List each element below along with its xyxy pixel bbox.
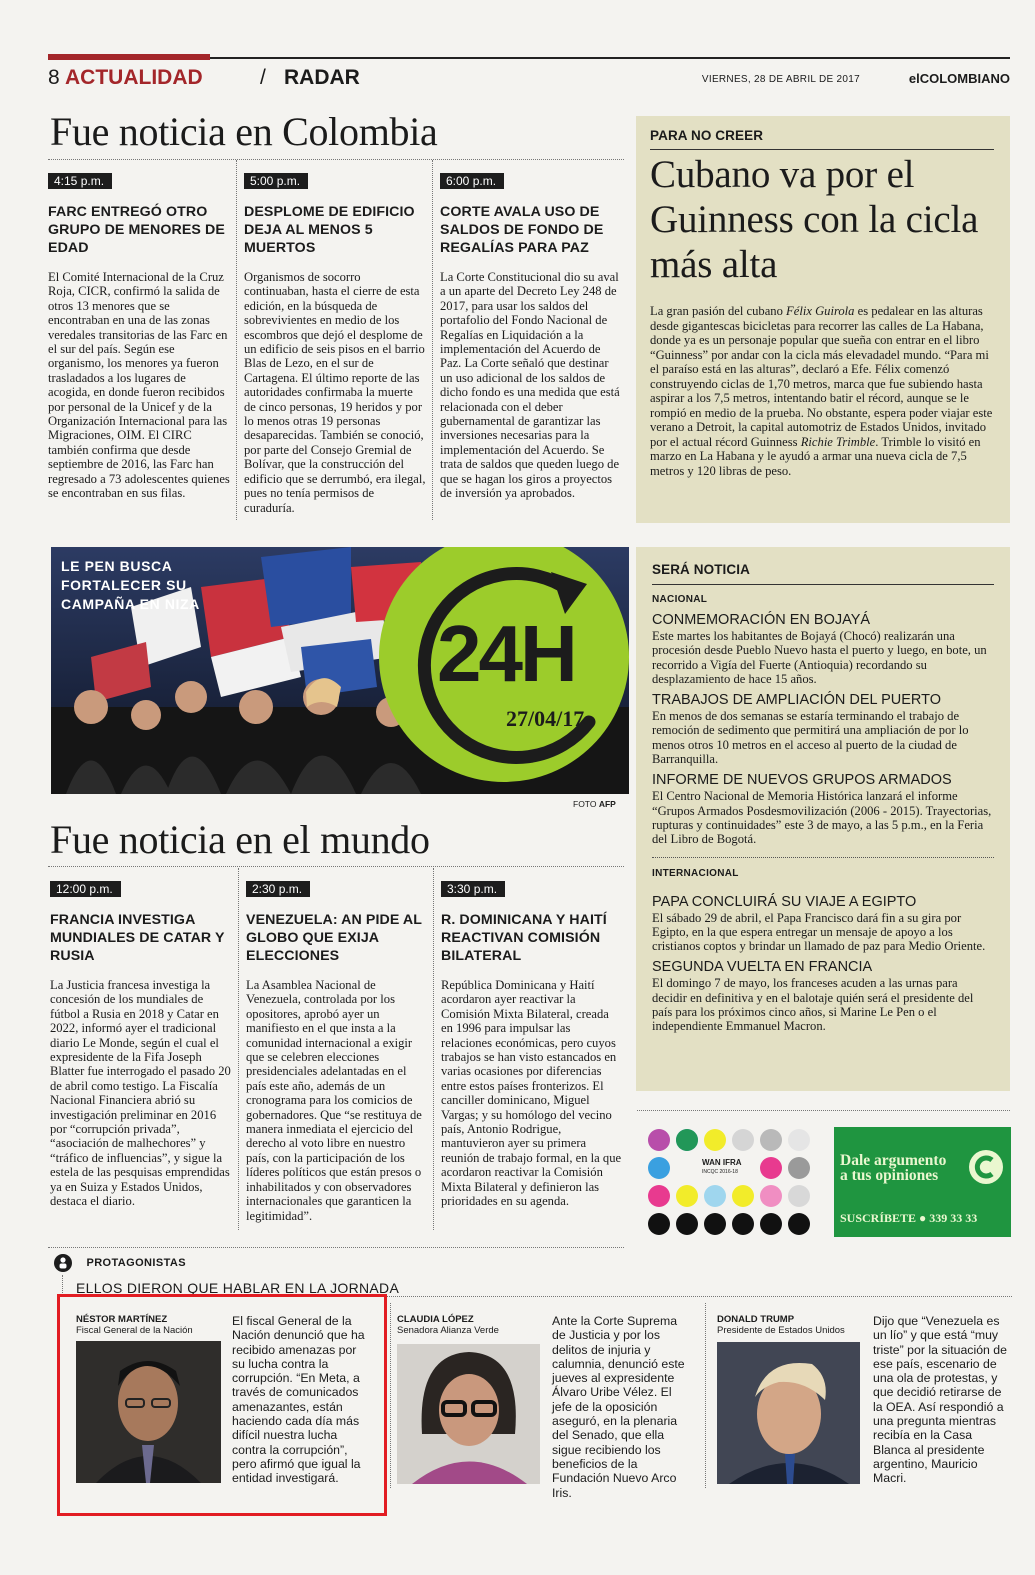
- box-rule: [650, 149, 994, 150]
- section-separator: /: [260, 66, 266, 89]
- 24h-badge: [379, 547, 629, 782]
- protagonist-quote: El fiscal General de la Nación denunció que ha recibido amenazas por su lucha contra la corrupción. “En Meta, a través de comunicados amenazantes, están haciendo cada día más difícil nuestra lucha contra la corrupción”, pero afirmó que igual la entidad investigará.: [232, 1314, 365, 1486]
- section-name: ACTUALIDAD: [65, 66, 203, 89]
- protagonist-name: DONALD TRUMP: [717, 1314, 795, 1325]
- article-headline: FRANCIA INVESTIGA MUNDIALES DE CATAR Y RUSIA: [50, 912, 225, 964]
- protagonist-role: Senadora Alianza Verde: [397, 1325, 499, 1336]
- column-separator: [236, 160, 237, 520]
- box-tag: PARA NO CREER: [650, 128, 764, 143]
- internacional-label: INTERNACIONAL: [652, 867, 739, 879]
- protagonist-quote: Dijo que “Venezuela es un lío” y que está “muy triste” por la situación de ese país, escenario de una ola de protestas, y que decidió retirarse de la OEA. Así respondió a una pregunta mientras recibía en la Casa Blanca al presidente argentino, Mauricio Macri.: [873, 1314, 1007, 1486]
- colombia-title: Fue noticia en Colombia: [50, 109, 438, 154]
- box-tag: SERÁ NOTICIA: [652, 562, 750, 577]
- page-number: 8: [48, 66, 60, 89]
- article-headline: R. DOMINICANA Y HAITÍ REACTIVAN COMISIÓN BILATERAL: [441, 912, 607, 964]
- newspaper-name: elCOLOMBIANO: [908, 71, 1010, 86]
- column-separator: [433, 868, 434, 1230]
- protagonist-claudia-lopez: [397, 1314, 697, 1514]
- edition-date: VIERNES, 28 DE ABRIL DE 2017: [701, 74, 860, 85]
- column-separator: [390, 1303, 391, 1488]
- mundo-rule: [48, 866, 624, 867]
- mundo-title: Fue noticia en el mundo: [50, 817, 430, 862]
- box-body: La gran pasión del cubano Félix Guirola es pedalear en las alturas desde gigantescas bicicletas para recorrer las calles de La Habana, donde ya es un personaje popular que sueña con entrar en el libro “Guinness” por andar con la cicla más elevadadel mundo. “Para mi el paraíso está en las alturas”, declaró a Efe. Félix comenzó construyendo ciclas de 1,70 metros, marca que fue subiendo hasta aspirar a los 7,5 metros, intentando batir el récord, aunque se le rompió en medio de la prueba. No obstante, espera poder viajar este verano a Detroit, la capital automotriz de Estados Unidos, invitado por el actual récord Guinness Richie Trimble. Trimble lo visitó en marzo en La Habana y le ayudó a armar una nueva cicla de 7,5 metros y 120 libras de peso.: [650, 304, 993, 478]
- colombia-article-1: [48, 172, 231, 501]
- event-heading: PAPA CONCLUIRÁ SU VIAJE A EGIPTO: [652, 893, 917, 910]
- portrait-illustration: [717, 1342, 860, 1484]
- protagonistas-subtitle: ELLOS DIERON QUE HABLAR EN LA JORNADA: [76, 1280, 400, 1296]
- color-registration-icon: [646, 1127, 826, 1237]
- box-rule: [652, 584, 994, 585]
- column-separator: [432, 160, 433, 520]
- page-header: [48, 66, 1010, 92]
- protagonistas-label: PROTAGONISTAS: [86, 1257, 186, 1269]
- article-time: 4:15 p.m.: [48, 173, 112, 189]
- article-time: 6:00 p.m.: [440, 173, 504, 189]
- protagonistas-rule: [48, 1247, 624, 1248]
- event-body: Este martes los habitantes de Bojayá (Chocó) realizarán una procesión desde Pueblo Nuevo hasta el puerto y luego, en bote, un recorrido a Vigía del Fuerte (Antioquia) recordando su desplazamiento de hace 15 años.: [652, 629, 987, 686]
- protagonist-role: Presidente de Estados Unidos: [717, 1325, 845, 1336]
- print-rule: [637, 1110, 1010, 1111]
- article-body: La Asamblea Nacional de Venezuela, controlada por los opositores, aprobó ayer un manifiesto en el que insta a la comunidad internacional a exigir que se celebren elecciones presidenciales adelantadas en el país este año, además de un cronograma para los comicios de gobernadores. Que “se restituya de manera inmediata el ejercicio del derecho al voto libre en nuestro país, con la participación de los líderes políticos que están presos o inhabilitados y con observadores internacionales que garanticen la legitimidad”.: [246, 978, 422, 1223]
- event-body: El domingo 7 de mayo, los franceses acuden a las urnas para decidir en definitiva y en el balotaje quién será el presidente del país para los próximos cinco años, si Marine Le Pen o el independiente Emmanuel Macron.: [652, 976, 974, 1034]
- protagonist-role: Fiscal General de la Nación: [76, 1325, 193, 1336]
- column-separator: [705, 1303, 706, 1488]
- article-body: La Corte Constitucional dio su aval a un aparte del Decreto Ley 248 de 2017, para usar los saldos del portafolio del Fondo Nacional de Regalías en Liquidación a la implementación del Acuerdo de Paz. La Corte señaló que destinar un uso adicional de los saldos de dicho fondo es una medida que está relacionada con el deber gubernamental de garantizar las inversiones necesarias para la implementación del Acuerdo. Se trata de saldos que queden luego de que se hagan los giros a proyectos de inversión ya aprobados.: [440, 270, 620, 501]
- mundo-article-2: [246, 880, 428, 1223]
- sera-noticia-box: [636, 547, 1010, 1091]
- event-heading: CONMEMORACIÓN EN BOJAYÁ: [652, 612, 871, 628]
- article-time: 2:30 p.m.: [246, 881, 310, 897]
- article-time: 12:00 p.m.: [50, 881, 121, 897]
- subscribe-cta[interactable]: SUSCRÍBETE ● 339 33 33: [840, 1211, 978, 1225]
- print-color-marks: [646, 1127, 826, 1237]
- column-separator: [238, 868, 239, 1230]
- photo-le-pen: [51, 547, 629, 794]
- colombia-rule: [48, 159, 624, 160]
- portrait-illustration: [397, 1344, 540, 1484]
- elcolombiano-logo-icon: [968, 1149, 1004, 1185]
- page-top-rule: [48, 57, 1010, 59]
- colombia-article-3: [440, 172, 622, 501]
- incqc-label: INCQC 2016-18: [702, 1169, 738, 1175]
- event-heading: SEGUNDA VUELTA EN FRANCIA: [652, 959, 873, 976]
- nacional-label: NACIONAL: [652, 594, 708, 605]
- para-no-creer-box: [636, 116, 1010, 523]
- article-headline: FARC ENTREGÓ OTRO GRUPO DE MENORES DE EDAD: [48, 204, 225, 256]
- article-headline: DESPLOME DE EDIFICIO DEJA AL MENOS 5 MUERTOS: [244, 204, 415, 256]
- highlight-box: [57, 1294, 387, 1516]
- protagonist-photo: [717, 1342, 860, 1484]
- article-headline: CORTE AVALA USO DE SALDOS DE FONDO DE REGALÍAS PARA PAZ: [440, 204, 604, 256]
- article-body: Organismos de socorro continuaban, hasta el cierre de esta edición, en la búsqueda de sobrevivientes en medio de los escombros que dejó el desplome de un edificio de seis pisos en el barrio Blas de Lezo, en el sur de Cartagena. El último reporte de las autoridades confirmaba la muerte de cinco personas, 19 heridos y por lo menos otras 19 personas desaparecidas. También se conoció, por parte del Consejo Gremial de Bolívar, que la construcción del edificio que se derrumbó, era ilegal, pues no tenía permisos de curaduría.: [244, 270, 426, 515]
- protagonist-quote: Ante la Corte Suprema de Justicia y por los delitos de injuria y calumnia, denunció este jueves al expresidente Álvaro Uribe Vélez. El jefe de la oposición aseguró, en la plenaria del Senado, que ella sigue recibiendo los beneficios de la Fundación Nuevo Arco Iris.: [552, 1314, 685, 1500]
- article-time: 3:30 p.m.: [441, 881, 505, 897]
- photo-credit: FOTO AFP: [573, 799, 616, 809]
- colombia-article-2: [244, 172, 426, 515]
- subscribe-tagline: Dale argumento a tus opiniones: [840, 1152, 947, 1184]
- protagonist-photo: [397, 1344, 540, 1484]
- event-heading: TRABAJOS DE AMPLIACIÓN DEL PUERTO: [652, 692, 942, 709]
- event-body: En menos de dos semanas se estaría terminando el trabajo de remoción de sedimento que permitirá una ampliación de por lo menos otros 10 metros en el acceso al puerto de la ciudad de Barranquilla.: [652, 709, 969, 767]
- protagonistas-side-rule: [62, 1275, 63, 1295]
- event-body: El Centro Nacional de Memoria Histórica lanzará el informe “Grupos Armados Posdesmovilización (2006 - 2015). Trayectorias, rupturas y continuidades” este 3 de mayo, a las 5 p.m., en la Feria del Libro de Bogotá.: [652, 789, 992, 847]
- box-title: Cubano va por el Guinness con la cicla más alta: [650, 153, 979, 286]
- article-headline: VENEZUELA: AN PIDE AL GLOBO QUE EXIJA ELECCIONES: [246, 912, 422, 964]
- protagonistas-header: [54, 1254, 186, 1272]
- badge-date: 27/04/17: [506, 706, 585, 731]
- subsection-name: RADAR: [284, 66, 360, 89]
- protagonist-name: CLAUDIA LÓPEZ: [397, 1314, 474, 1325]
- subscribe-banner[interactable]: [834, 1127, 1011, 1237]
- article-body: República Dominicana y Haití acordaron ayer reactivar la Comisión Mixta Bilateral, creada en 1996 para impulsar las relaciones económicas, pero cuyos trabajos se han visto estancados en varias ocasiones por diferencias entre estos países fronterizos. El canciller dominicano, Miguel Vargas; y su homólogo del vecino país, Antonio Rodrigue, mantuvieron ayer su primera reunión de trabajo formal, en la que acordaron reactivar la Comisión Mixta Bilateral y definieron las prioridades en su agenda.: [441, 978, 622, 1209]
- event-body: El sábado 29 de abril, el Papa Francisco dará fin a su gira por Egipto, en la que espera entregar un mensaje de apoyo a los cristianos coptos y brindar un llamado de paz para Medio Oriente.: [652, 910, 986, 954]
- mundo-article-1: [50, 880, 233, 1209]
- protagonist-donald-trump: [717, 1314, 1017, 1514]
- photo-caption: LE PEN BUSCA FORTALECER SU CAMPAÑA EN NIZA: [61, 558, 200, 612]
- article-body: La Justicia francesa investiga la concesión de los mundiales de fútbol a Rusia en 2018 y Catar en 2022, informó ayer el tradicional diario Le Monde, según el cual el expresidente de la Fifa Joseph Blatter fue interrogado el pasado 20 de abril como testigo. La Fiscalía Nacional Financiera abrió su investigación preliminar en 2016 por “corrupción privada”, “asociación de malhechores” y “tráfico de influencias”, y sigue la estela de las pesquisas emprendidas ya en Suiza y Estados Unidos, destaca el diario.: [50, 978, 231, 1209]
- box-rule: [652, 857, 994, 858]
- badge-24h-text: 24H: [437, 609, 575, 698]
- wan-ifra-label: WAN IFRA: [702, 1158, 742, 1167]
- article-body: El Comité Internacional de la Cruz Roja, CICR, confirmó la salida de otros 13 menores que se encontraban en una de las zonas veredales transitorias de las Farc en el sur del país. Según ese organismo, los menores ya fueron trasladados a los lugares de acogida, en donde fueron recibidos por personal de la Unicef y de la Organización Internacional para las Migraciones, OIM. El CIRC también confirma que desde septiembre de 2016, las Farc han regresado a 73 adolescentes quienes se encontraban en sus filas.: [48, 270, 230, 501]
- person-icon: [54, 1254, 72, 1272]
- mundo-article-3: [441, 880, 623, 1209]
- protagonist-name: NÉSTOR MARTÍNEZ: [76, 1314, 168, 1325]
- event-heading: INFORME DE NUEVOS GRUPOS ARMADOS: [652, 772, 952, 789]
- article-time: 5:00 p.m.: [244, 173, 308, 189]
